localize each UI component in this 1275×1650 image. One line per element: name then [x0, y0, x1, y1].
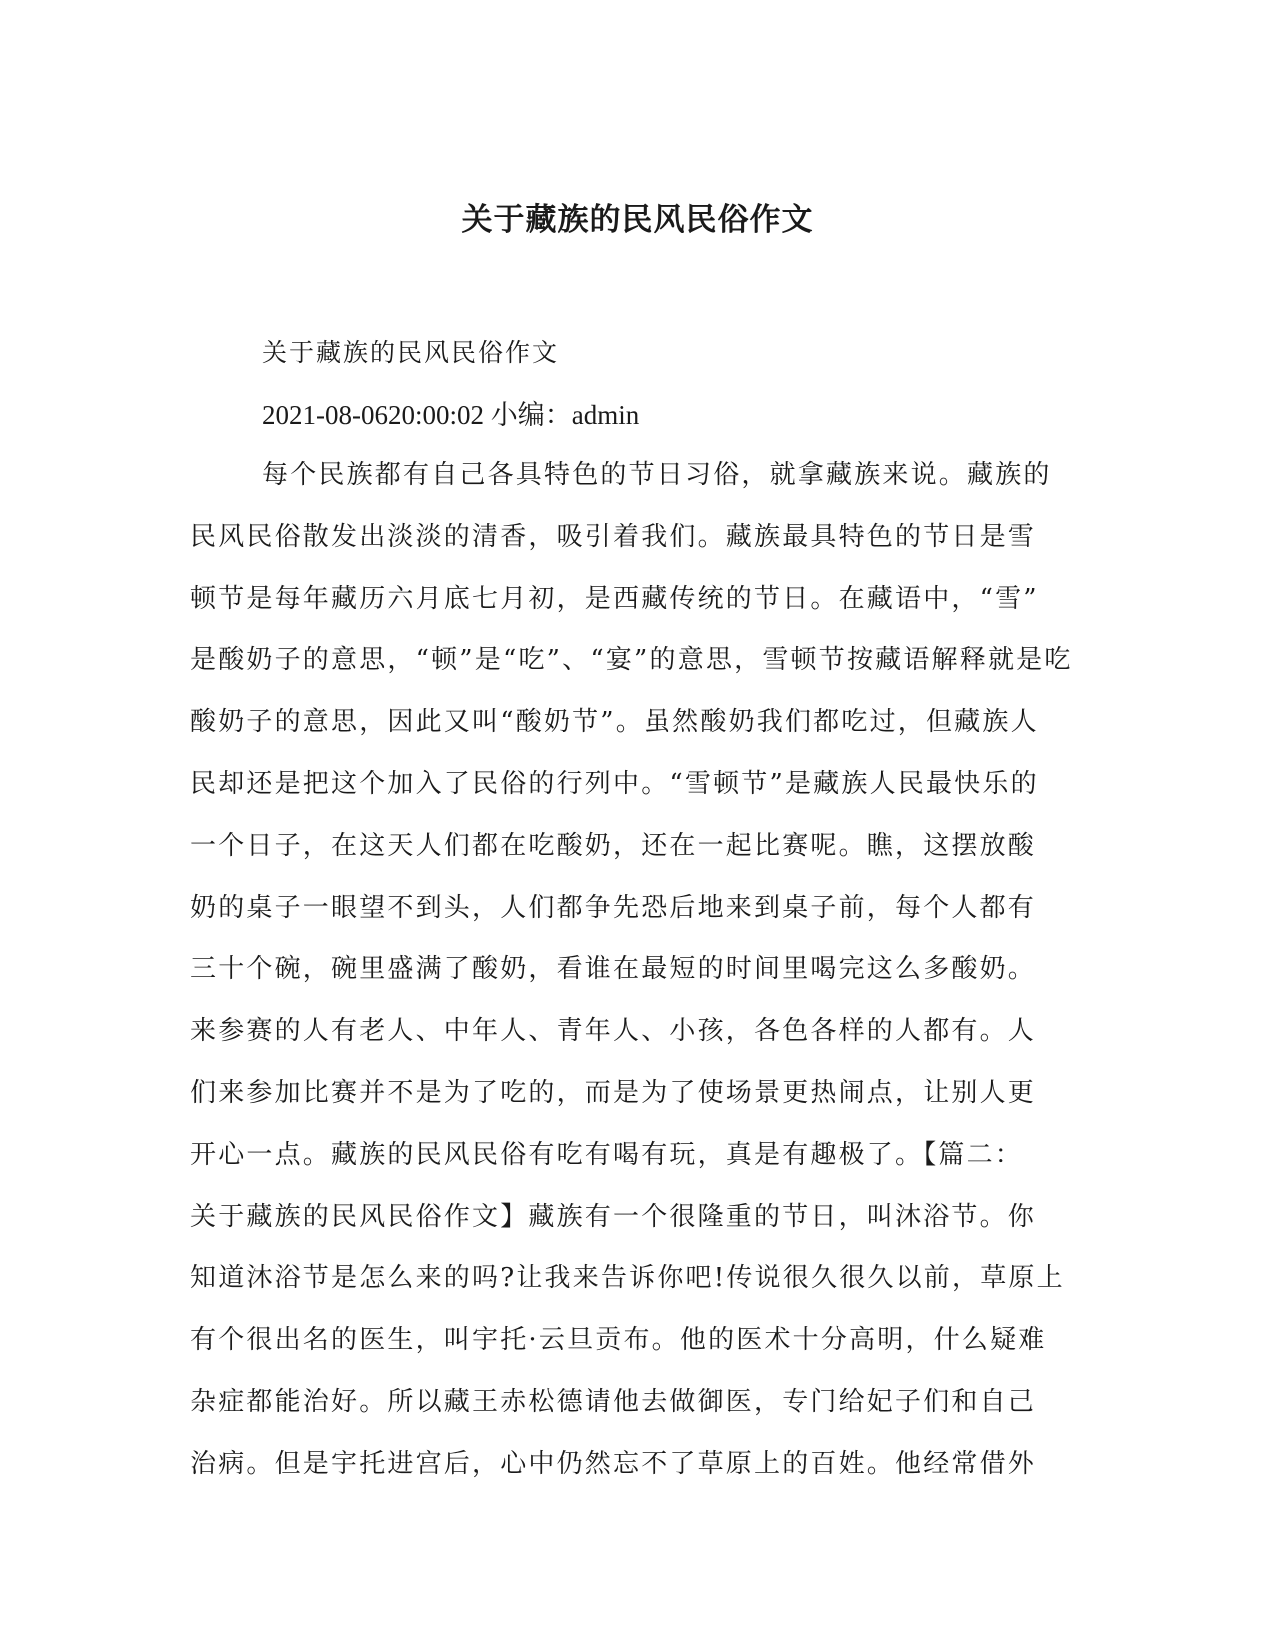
body-line: 开心一点。藏族的民风民俗有吃有喝有玩，真是有趣极了。【篇二：	[190, 1139, 1024, 1170]
body-line: 每个民族都有自己各具特色的节日习俗，就拿藏族来说。藏族的	[262, 460, 1052, 490]
article-subtitle: 关于藏族的民风民俗作文	[262, 338, 560, 367]
body-line: 关于藏族的民风民俗作文】藏族有一个很隆重的节日，叫沐浴节。你	[190, 1201, 1037, 1232]
date-author-line: 2021-08-0620:00:02 小编：admin	[262, 400, 640, 430]
body-line: 们来参加比赛并不是为了吃的，而是为了使场景更热闹点，让别人更	[190, 1077, 1037, 1108]
body-line: 顿节是每年藏历六月底七月初，是西藏传统的节日。在藏语中，“雪”	[190, 583, 1039, 614]
body-line: 是酸奶子的意思，“顿”是“吃”、“宴”的意思，雪顿节按藏语解释就是吃	[190, 645, 1073, 676]
article-body	[190, 455, 1090, 1506]
body-line: 有个很出名的医生，叫宇托·云旦贡布。他的医术十分高明，什么疑难	[190, 1325, 1047, 1356]
body-line: 杂症都能治好。所以藏王赤松德请他去做御医，专门给妃子们和自己	[190, 1386, 1037, 1417]
body-line: 民却还是把这个加入了民俗的行列中。“雪顿节”是藏族人民最快乐的	[190, 768, 1039, 799]
body-line: 酸奶子的意思，因此又叫“酸奶节”。虽然酸奶我们都吃过，但藏族人	[190, 707, 1039, 738]
body-line: 三十个碗，碗里盛满了酸奶，看谁在最短的时间里喝完这么多酸奶。	[190, 954, 1037, 985]
document-title: 关于藏族的民风民俗作文	[461, 202, 814, 238]
body-line: 民风民俗散发出淡淡的清香，吸引着我们。藏族最具特色的节日是雪	[190, 521, 1037, 552]
body-line: 来参赛的人有老人、中年人、青年人、小孩，各色各样的人都有。人	[190, 1016, 1037, 1047]
body-line: 治病。但是宇托进宫后，心中仍然忘不了草原上的百姓。他经常借外	[190, 1448, 1037, 1479]
body-line: 知道沐浴节是怎么来的吗?让我来告诉你吧!传说很久很久以前，草原上	[190, 1263, 1065, 1294]
body-line: 奶的桌子一眼望不到头，人们都争先恐后地来到桌子前，每个人都有	[190, 892, 1037, 923]
body-line: 一个日子，在这天人们都在吃酸奶，还在一起比赛呢。瞧，这摆放酸	[190, 830, 1037, 861]
